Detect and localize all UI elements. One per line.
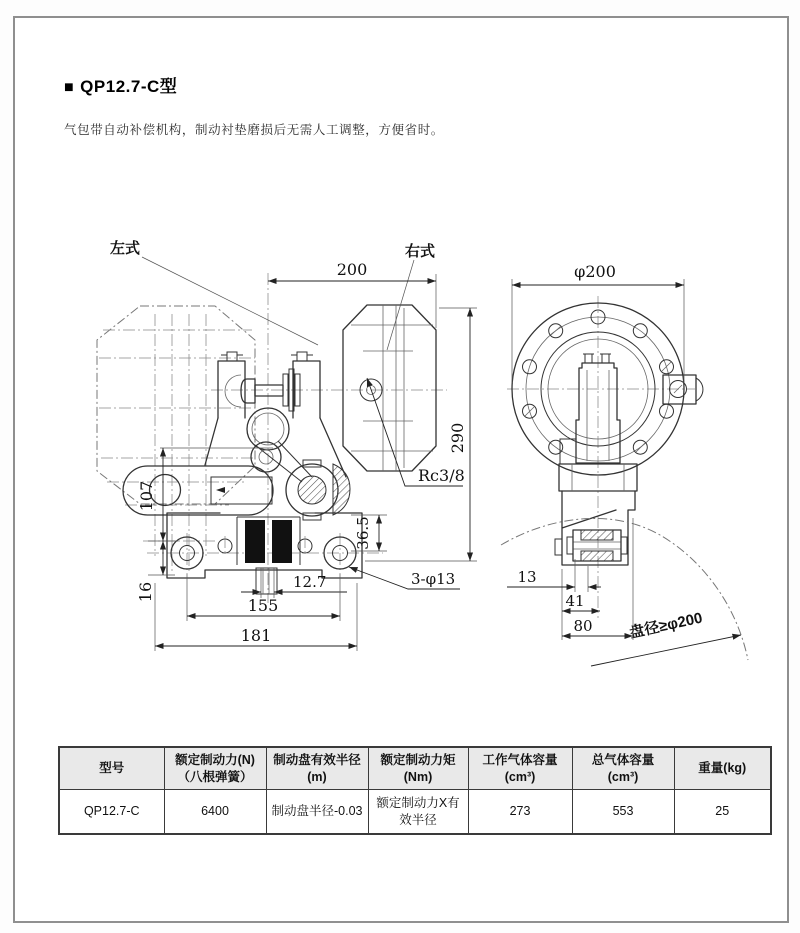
header-weight: 重量(kg) bbox=[674, 747, 771, 790]
left-type-label: 左式 bbox=[110, 240, 141, 257]
cell-model: QP12.7-C bbox=[59, 790, 164, 835]
dim-290-label: 290 bbox=[448, 422, 467, 454]
table-data-row bbox=[59, 790, 771, 835]
brake-pad-right bbox=[272, 520, 292, 563]
port-label: Rc3/8 bbox=[418, 466, 465, 485]
spec-table bbox=[58, 746, 772, 835]
brake-pad-left bbox=[245, 520, 265, 563]
header-working-volume: 工作气体容量 (cm³) bbox=[468, 747, 572, 790]
page-title bbox=[64, 72, 177, 97]
dim-80-label: 80 bbox=[573, 617, 593, 635]
cell-rated-torque: 额定制动力X有效半径 bbox=[368, 790, 468, 835]
cell-rated-force: 6400 bbox=[164, 790, 266, 835]
dim-13-label: 13 bbox=[517, 568, 537, 586]
cell-weight: 25 bbox=[674, 790, 771, 835]
page-border bbox=[13, 16, 789, 923]
top-bolt-left bbox=[221, 352, 243, 361]
title-text: QP12.7-C型 bbox=[80, 77, 178, 96]
disc-note-label: 盘径≥φ200 bbox=[628, 609, 705, 642]
right-chamber-outline bbox=[343, 305, 436, 471]
header-effective-radius: 制动盘有效半径 (m) bbox=[266, 747, 368, 790]
holes-label: 3-φ13 bbox=[411, 570, 456, 588]
header-rated-force: 额定制动力(N) （八根弹簧） bbox=[164, 747, 266, 790]
dim-16-label: 16 bbox=[136, 581, 155, 603]
top-bolt-right bbox=[291, 352, 313, 361]
dim-36-5-label: 36.5 bbox=[354, 516, 372, 550]
side-view-drawing bbox=[501, 262, 748, 666]
header-total-volume: 总气体容量 (cm³) bbox=[572, 747, 674, 790]
dim-12-7-label: 12.7 bbox=[293, 573, 327, 591]
cell-total-volume: 553 bbox=[572, 790, 674, 835]
left-chamber-phantom bbox=[97, 306, 255, 504]
disc-phantom-arc bbox=[501, 518, 748, 660]
title-square-icon: ■ bbox=[64, 79, 75, 96]
dim-181-label: 181 bbox=[240, 626, 272, 645]
dim-200-label: 200 bbox=[336, 260, 368, 279]
disc-section-hatch bbox=[333, 464, 350, 515]
side-tab bbox=[663, 375, 696, 404]
front-view-drawing bbox=[97, 239, 477, 651]
dim-41-label: 41 bbox=[565, 592, 585, 610]
right-type-label: 右式 bbox=[405, 243, 436, 260]
dim-flange-dia-label: φ200 bbox=[574, 262, 616, 281]
cell-effective-radius: 制动盘半径-0.03 bbox=[266, 790, 368, 835]
dim-155-label: 155 bbox=[247, 596, 279, 615]
technical-drawing bbox=[42, 207, 762, 677]
description-text: 气包带自动补偿机构，制动衬垫磨损后无需人工调整，方便省时。 bbox=[64, 123, 444, 137]
header-rated-torque: 额定制动力矩 (Nm) bbox=[368, 747, 468, 790]
dim-107-label: 107 bbox=[137, 480, 156, 512]
table-header-row bbox=[59, 747, 771, 790]
cell-working-volume: 273 bbox=[468, 790, 572, 835]
header-model: 型号 bbox=[59, 747, 164, 790]
